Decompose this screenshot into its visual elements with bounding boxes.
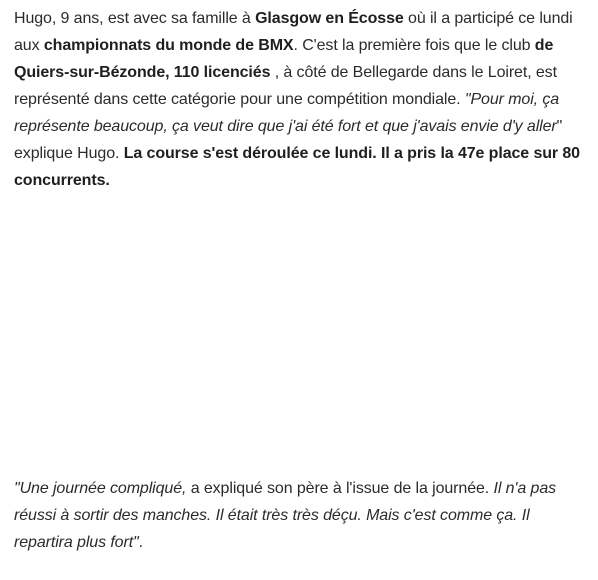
text-run: . C'est la première fois que le club bbox=[293, 37, 535, 54]
text-run: où il a participé ce lundi bbox=[403, 10, 573, 27]
article-paragraph-2 bbox=[14, 475, 586, 556]
text-run: représenté dans cette catégorie pour une compétition mondiale. bbox=[14, 91, 465, 108]
text-run: " bbox=[556, 118, 563, 135]
text-line bbox=[14, 502, 586, 529]
text-run: , à côté de Bellegarde dans le Loiret, est bbox=[270, 64, 557, 81]
text-line bbox=[14, 140, 586, 167]
italic-quote: repartira plus fort" bbox=[14, 534, 139, 551]
bold-text: Glasgow en Écosse bbox=[255, 10, 404, 27]
bold-text: Quiers-sur-Bézonde, 110 licenciés bbox=[14, 64, 271, 81]
article-paragraph-1 bbox=[14, 5, 586, 194]
text-line bbox=[14, 529, 586, 556]
italic-quote: "Pour moi, ça bbox=[464, 91, 560, 108]
italic-quote: représente beaucoup, ça veut dire que j'ai été fort et que j'avais envie d'y aller bbox=[14, 118, 557, 135]
bold-text: concurrents. bbox=[14, 172, 110, 189]
text-run: . bbox=[138, 534, 143, 551]
bold-text: de bbox=[534, 37, 554, 54]
text-line bbox=[14, 475, 586, 502]
text-line bbox=[14, 113, 586, 140]
italic-quote: Il n'a pas bbox=[493, 480, 557, 497]
bold-text: La course s'est déroulée ce lundi. Il a pris la 47e place sur 80 bbox=[123, 145, 580, 162]
text-run: explique Hugo. bbox=[14, 145, 124, 162]
text-line bbox=[14, 32, 586, 59]
text-run: a expliqué son père à l'issue de la journée. bbox=[190, 480, 494, 497]
text-line bbox=[14, 86, 586, 113]
text-line bbox=[14, 167, 586, 194]
italic-quote: réussi à sortir des manches. Il était très très déçu. Mais c'est comme ça. Il bbox=[14, 507, 530, 524]
text-line bbox=[14, 5, 586, 32]
text-run: aux bbox=[14, 37, 44, 54]
italic-quote: "Une journée compliqué, bbox=[14, 480, 191, 497]
text-line bbox=[14, 59, 586, 86]
bold-text: championnats du monde de BMX bbox=[43, 37, 294, 54]
text-run: Hugo, 9 ans, est avec sa famille à bbox=[14, 10, 256, 27]
